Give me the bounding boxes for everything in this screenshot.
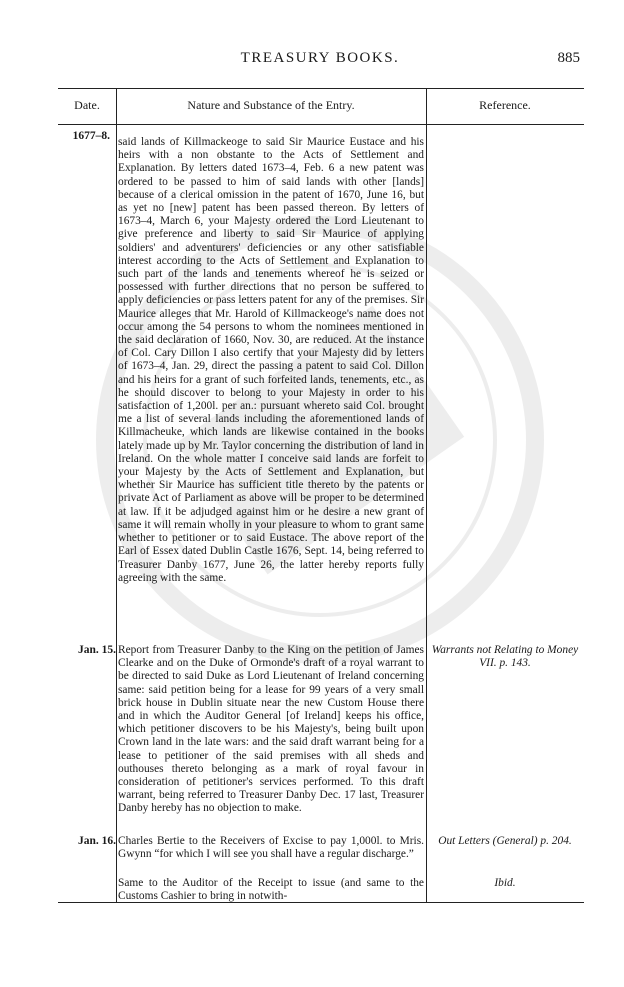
entry-text: Charles Bertie to the Receivers of Excise to pay 1,000l. to Mris. Gwynn “for which I will see you shall have a regular discharge.”: [118, 835, 424, 861]
entry-text: Report from Treasurer Danby to the King on the petition of James Clearke and on the Duke of Ormonde's draft of a royal warrant to be directed to said Duke as Lord Lieutenant of Ireland concerning same: said petition being for a lease for 99 years of a very small brick house in Dublin situate near the new Custom House there and in which the Auditor General [of Ireland] keeps his office, which petitioner discovers to be his Majesty's, being built upon Crown land in the late wars: and the said draft warrant being for a lease to petitioner of the said premises with all sheds and outhouses thereto belonging as a mark of royal favour in consideration of petitioner's services performed. To this draft warrant, being referred to Treasurer Danby Dec. 17 last, Treasurer Danby hereby has no objection to make.: [118, 644, 424, 815]
entry-reference: Warrants not Relating to Money VII. p. 143.: [431, 644, 579, 670]
entry-date: 1677–8.: [72, 130, 110, 142]
column-heading-date: Date.: [74, 98, 100, 112]
entry-text: said lands of Killmackeoge to said Sir Maurice Eustace and his heirs with a non obstante to the Acts of Settlement and Explanation. By letters dated 1673–4, Feb. 6 a new patent was ordered to be passed to him of said lands with other [lands] because of a clerical omission in the patent of 1670, June 16, but as yet no [new] patent has been passed thereon. By letters of 1673–4, March 6, your Majesty ordered the Lord Lieutenant to give preference and liberty to said Sir Maurice of applying soldiers' and adventurers' deficiencies or any other satisfiable interest according to the Acts of Settlement and Explanation to such part of the lands and tenements whereof he is seized or possessed with further directions that no person be suffered to apply deficiencies or pass letters patent for any of the premises. Sir Maurice alleges that Mr. Harold of Killmackeoge's name does not occur among the 54 persons to whom the nominees mentioned in the said declaration of 1660, Nov. 30, are reduced. At the instance of Col. Cary Dillon I also certify that your Majesty did by letters of 1673–4, Jan. 29, direct the passing a patent to said Col. Dillon and his heirs for a grant of such forfeited lands, tenements, etc., as he should discover to belong to your Majesty in order to his satisfaction of 1,200l. per an.: pursuant whereto said Col. brought me a list of several lands including the aforementioned lands of Killmacheuke, which lands are likewise contained in the books lately made up by Mr. Taylor concerning the distribution of land in Ireland. On the whole matter I conceive said lands are forfeit to your Majesty by the Acts of Settlement and Explanation, but whether Sir Maurice has sufficient title thereto by the patents or private Act of Parliament as above will be proper to be determined at law. If it be adjudged against him or he desire a new grant of same it will remain wholly in your pleasure to whom to grant same whether to petitioner or to said Eustace. The above report of the Earl of Essex dated Dublin Castle 1676, Sept. 14, being referred to Treasurer Danby 1677, June 26, the latter hereby reports fully agreeing with the same.: [118, 136, 424, 584]
entry-reference: Out Letters (General) p. 204.: [438, 835, 572, 847]
rule-under-heading: [58, 124, 584, 125]
column-heading-reference: Reference.: [479, 98, 531, 112]
running-title: TREASURY BOOKS.: [240, 50, 400, 66]
column-divider-reference: [426, 88, 427, 903]
page-number: 885: [557, 50, 580, 66]
page-header: [60, 50, 580, 72]
rule-top: [58, 88, 584, 89]
entries-table: [58, 88, 584, 903]
column-heading-nature: Nature and Substance of the Entry.: [187, 98, 355, 112]
entry-date: Jan. 15.: [77, 644, 116, 656]
entry-reference: Ibid.: [494, 877, 516, 889]
column-divider-date: [116, 88, 117, 903]
entry-text: Same to the Auditor of the Receipt to issue (and same to the Customs Cashier to bring in notwith-: [118, 877, 424, 903]
entry-date: Jan. 16.: [77, 835, 116, 847]
